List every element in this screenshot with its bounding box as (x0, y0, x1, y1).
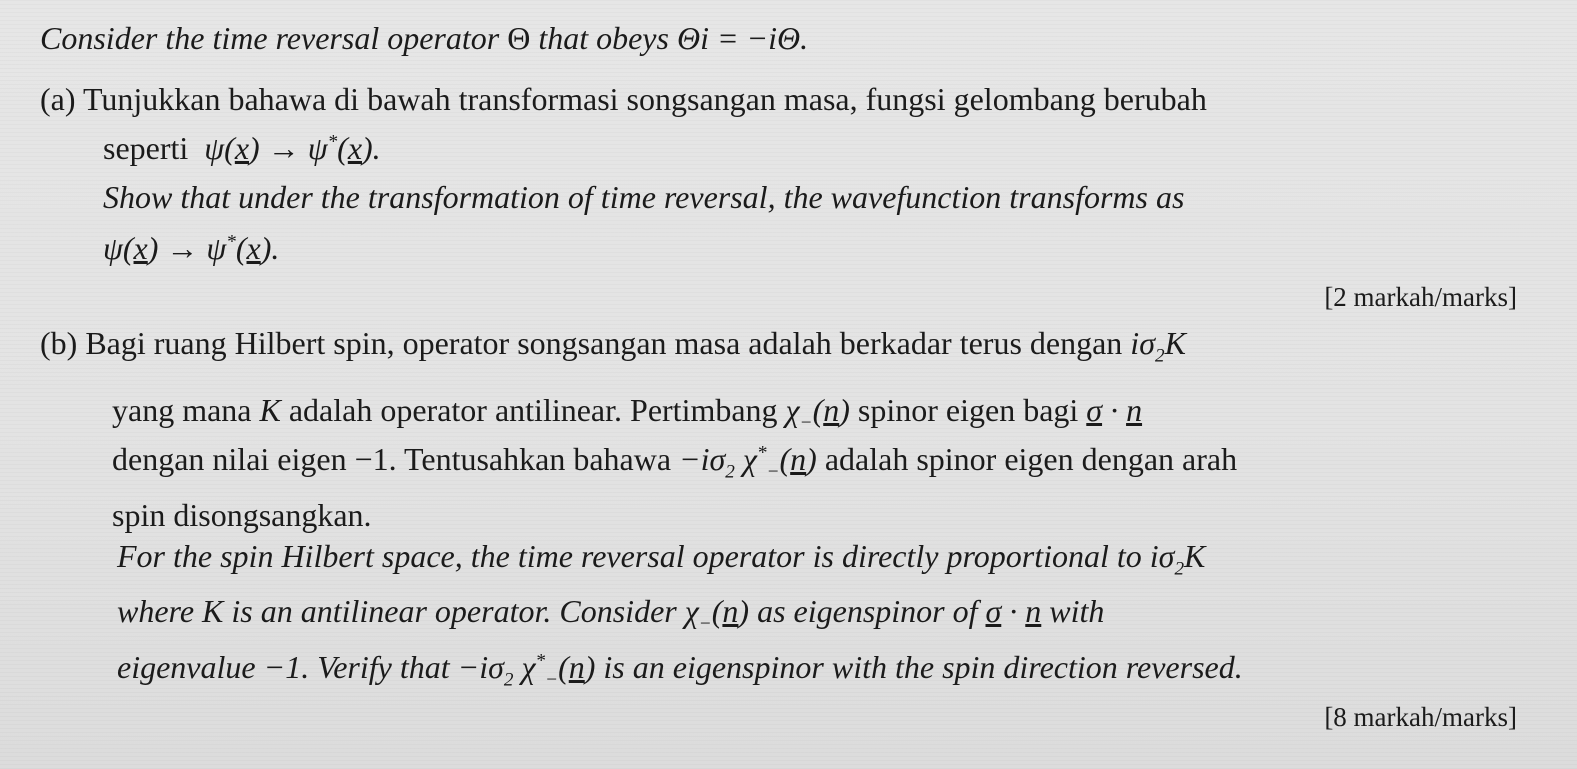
part-b-malay-3b: adalah spinor eigen dengan arah (824, 441, 1238, 477)
intro-text: Consider the time reversal operator (40, 20, 500, 56)
part-a-marks: [2 markah/marks] (1324, 282, 1517, 312)
part-a-label: (a) (40, 81, 76, 117)
part-b-english-2c: as eigenspinor of (757, 593, 978, 629)
part-a-line-2 (103, 132, 381, 164)
reversed-spinor-en: $-i\sigma_2$ $\chi^*_-(n)$ (457, 649, 596, 691)
part-b-line-3 (112, 441, 1238, 483)
part-b-english-2d: with (1049, 593, 1105, 629)
part-b-malay-3a: dengan nilai eigen −1. Tentusahkan bahawa (112, 441, 672, 477)
theta-symbol: Θ (507, 20, 531, 56)
reversed-spinor: $-i\sigma_2$ $\chi^*_-(n)$ (679, 441, 817, 483)
sigma-dot-n-en: σ · n (985, 593, 1042, 629)
part-b-malay-2c: spinor eigen bagi (857, 392, 1079, 428)
part-b-malay-1: Bagi ruang Hilbert spin, operator songsangan masa adalah berkadar terus dengan (85, 325, 1123, 361)
operator-i-sigma2-K: $i\sigma_2K$ (1130, 325, 1186, 367)
chi-minus-n-en: $\chi_-(n)$ (684, 593, 750, 635)
part-b-label: (b) (40, 325, 78, 361)
sigma-dot-n: σ · n (1086, 392, 1143, 428)
part-b-marks: [8 markah/marks] (1324, 702, 1517, 732)
part-b-malay-2a: yang mana (112, 392, 252, 428)
part-a-english-1: Show that under the transformation of time reversal, the wavefunction transforms as (103, 179, 1185, 215)
part-b-english-3a: eigenvalue −1. Verify that (117, 649, 450, 685)
part-b-malay-2b: adalah operator antilinear. Pertimbang (288, 392, 778, 428)
part-b-malay-4: spin disongsangkan. (112, 497, 372, 533)
part-b-line-2 (112, 392, 1143, 434)
part-a-malay-1: Tunjukkan bahawa di bawah transformasi songsangan masa, fungsi gelombang berubah (82, 81, 1207, 117)
part-b-english-2 (117, 593, 1105, 635)
part-a-english-2 (103, 232, 279, 264)
part-b-english-2b: is an antilinear operator. Consider (231, 593, 677, 629)
part-b-english-1 (117, 538, 1206, 580)
chi-minus-n: $\chi_-(n)$ (785, 392, 850, 434)
antilinear-K: K (259, 392, 281, 428)
part-a-line-1 (40, 83, 1207, 115)
intro-equation: Θi = −iΘ. (676, 20, 809, 56)
part-b-english-3 (117, 649, 1243, 691)
part-b-line-1 (40, 325, 1186, 367)
intro-text-2: that obeys (538, 20, 669, 56)
operator-i-sigma2-K-en: $i\sigma_2K$ (1149, 538, 1206, 580)
part-a-formula-2: ψ(x) → ψ*(x). (103, 230, 280, 266)
intro-line (40, 22, 808, 54)
part-a-malay-2-prefix: seperti (103, 130, 189, 166)
part-b-english-1-text: For the spin Hilbert space, the time reversal operator is directly proportional to (117, 538, 1142, 574)
antilinear-K-en: K (202, 593, 224, 629)
part-b-english-2a: where (117, 593, 195, 629)
part-a-formula-1: ψ(x) → ψ*(x). (204, 130, 381, 166)
part-b-english-3b: is an eigenspinor with the spin direction reversed. (603, 649, 1243, 685)
